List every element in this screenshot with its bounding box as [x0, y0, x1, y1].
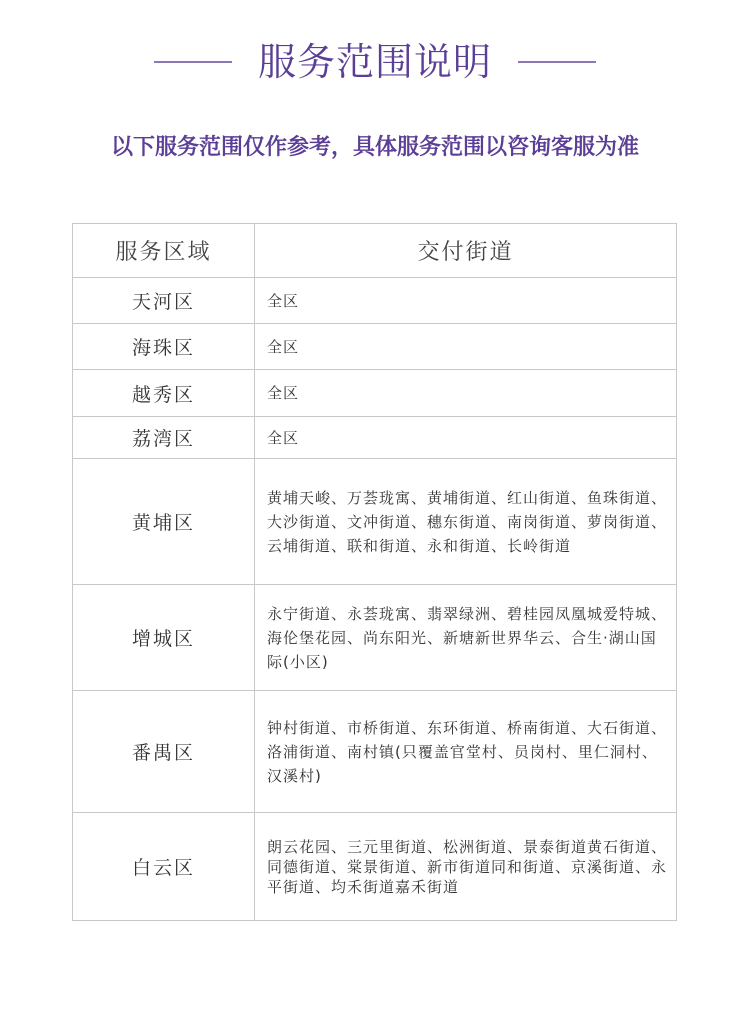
table-header-row: [73, 224, 677, 278]
streets-cell: 全区: [255, 370, 677, 417]
district-cell: 黄埔区: [73, 459, 255, 585]
streets-cell: 永宁街道、永荟珑寓、翡翠绿洲、碧桂园凤凰城爱特城、海伦堡花园、尚东阳光、新塘新世界华云、合生·湖山国际(小区): [255, 585, 677, 691]
district-cell: 番禺区: [73, 691, 255, 813]
page-title: 服务范围说明: [257, 40, 492, 84]
header-district: 服务区域: [73, 224, 255, 278]
table-row: [73, 324, 677, 370]
streets-cell: 朗云花园、三元里街道、松洲街道、景泰街道黄石街道、同德街道、棠景街道、新市街道同和街道、京溪街道、永平街道、均禾街道嘉禾街道: [255, 813, 677, 921]
table-row: [73, 370, 677, 417]
streets-cell: 钟村街道、市桥街道、东环街道、桥南街道、大石街道、洛浦街道、南村镇(只覆盖官堂村、员岗村、里仁洞村、汉溪村): [255, 691, 677, 813]
district-cell: 越秀区: [73, 370, 255, 417]
district-cell: 白云区: [73, 813, 255, 921]
streets-cell: 全区: [255, 278, 677, 324]
table-row: [73, 691, 677, 813]
table-row: [73, 278, 677, 324]
streets-cell: 黄埔天峻、万荟珑寓、黄埔街道、红山街道、鱼珠街道、大沙街道、文冲街道、穗东街道、南岗街道、萝岗街道、云埔街道、联和街道、永和街道、长岭街道: [255, 459, 677, 585]
district-cell: 增城区: [73, 585, 255, 691]
page-subtitle: 以下服务范围仅作参考，具体服务范围以咨询客服为准: [110, 135, 639, 160]
streets-cell: 全区: [255, 417, 677, 459]
table-row: [73, 585, 677, 691]
district-cell: 荔湾区: [73, 417, 255, 459]
page-header: [0, 34, 750, 90]
header-right-divider: [518, 61, 596, 63]
table-row: [73, 459, 677, 585]
district-cell: 海珠区: [73, 324, 255, 370]
district-cell: 天河区: [73, 278, 255, 324]
service-area-table: [72, 223, 677, 921]
header-streets: 交付街道: [255, 224, 677, 278]
streets-cell: 全区: [255, 324, 677, 370]
table-row: [73, 417, 677, 459]
table-row: [73, 813, 677, 921]
header-left-divider: [154, 61, 232, 63]
